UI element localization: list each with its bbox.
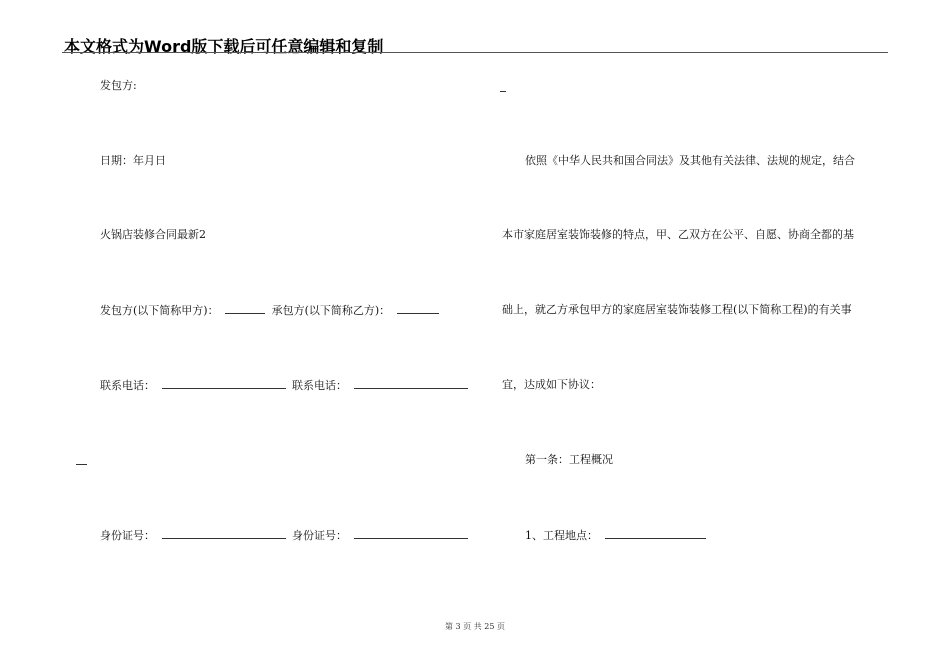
page-number: 第 3 页 共 25 页	[445, 622, 505, 631]
party-b-blank[interactable]	[397, 303, 439, 314]
phone-line	[100, 378, 468, 393]
id-line	[100, 528, 468, 543]
intro-paragraph-line-2: 本市家庭居室装饰装修的特点，甲、乙双方在公平、自愿、协商全都的基	[502, 228, 854, 241]
phone-b-blank[interactable]	[354, 378, 468, 389]
stray-dash-mark	[76, 464, 87, 465]
header-title: 本文格式为Word版下载后可任意编辑和复制	[64, 37, 384, 56]
phone-a-blank[interactable]	[162, 378, 286, 389]
contractor-label: 发包方:	[100, 79, 137, 92]
article-1-heading: 第一条：工程概况	[525, 453, 613, 466]
id-a-label: 身份证号：	[100, 529, 155, 542]
party-a-blank[interactable]	[225, 303, 265, 314]
id-a-blank[interactable]	[162, 528, 286, 539]
intro-paragraph-line-3: 础上，就乙方承包甲方的家庭居室装饰装修工程(以下简称工程)的有关事	[502, 303, 852, 316]
id-b-label: 身份证号：	[292, 529, 347, 542]
date-line: 日期：年月日	[100, 154, 166, 167]
phone-b-label: 联系电话：	[292, 379, 347, 392]
party-a-label: 发包方(以下简称甲方)：	[100, 304, 219, 317]
parties-line	[100, 303, 439, 318]
stray-dash-mark-right	[500, 91, 506, 92]
phone-a-label: 联系电话：	[100, 379, 155, 392]
intro-paragraph-line-1: 依照《中华人民共和国合同法》及其他有关法律、法规的规定，结合	[525, 154, 855, 167]
item-1-line	[525, 528, 706, 543]
party-b-label: 承包方(以下简称乙方)：	[271, 304, 391, 317]
item-1-label: 1、工程地点：	[525, 529, 598, 542]
project-location-blank[interactable]	[605, 528, 706, 539]
header-divider	[62, 52, 888, 53]
id-b-blank[interactable]	[354, 528, 468, 539]
intro-paragraph-line-4: 宜，达成如下协议：	[502, 378, 601, 391]
document-title: 火锅店装修合同最新2	[100, 228, 206, 241]
